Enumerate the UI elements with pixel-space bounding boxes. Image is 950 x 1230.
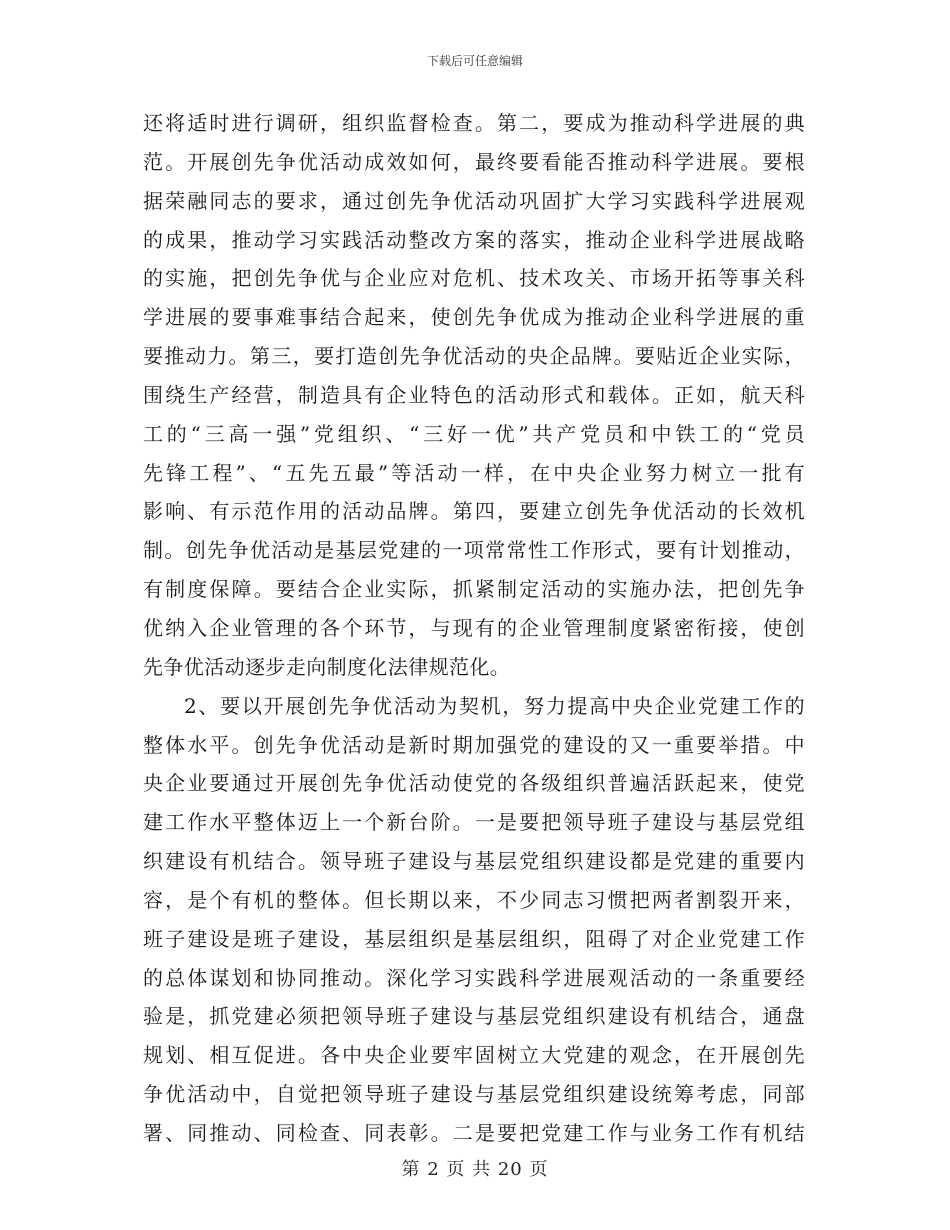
body-line: 先争优活动逐步走向制度化法律规范化。 — [143, 654, 511, 679]
body-line: 验是，抓党建必须把领导班子建设与基层党组织建设有机结合，通盘 — [143, 1004, 805, 1029]
body-line: 规划、相互促进。各中央企业要牢固树立大党建的观念，在开展创先 — [143, 1043, 805, 1068]
body-line: 整体水平。创先争优活动是新时期加强党的建设的又一重要举措。中 — [143, 732, 805, 757]
body-line: 学进展的要事难事结合起来，使创先争优成为推动企业科学进展的重 — [143, 305, 805, 330]
body-line: 有制度保障。要结合企业实际，抓紧制定活动的实施办法，把创先争 — [143, 577, 805, 602]
page-number-footer: 第 2 页 共 20 页 — [401, 1159, 549, 1180]
body-line: 署、同推动、同检查、同表彰。二是要把党建工作与业务工作有机结 — [143, 1120, 805, 1145]
document-body — [143, 104, 805, 1153]
body-line: 的实施，把创先争优与企业应对危机、技术攻关、市场开拓等事关科 — [143, 266, 805, 291]
body-line: 的成果，推动学习实践活动整改方案的落实，推动企业科学进展战略 — [143, 227, 805, 252]
body-line: 的总体谋划和协同推动。深化学习实践科学进展观活动的一条重要经 — [143, 965, 805, 990]
body-line: 工的“三高一强”党组织、“三好一优”共产党员和中铁工的“党员 — [143, 421, 805, 446]
body-line: 影响、有示范作用的活动品牌。第四，要建立创先争优活动的长效机 — [143, 499, 805, 524]
body-line: 先锋工程”、“五先五最”等活动一样，在中央企业努力树立一批有 — [143, 460, 805, 485]
body-line: 2、要以开展创先争优活动为契机，努力提高中央企业党建工作的 — [184, 693, 805, 718]
body-line: 建工作水平整体迈上一个新台阶。一是要把领导班子建设与基层党组 — [143, 810, 805, 835]
page-header: 下载后可任意编辑 — [426, 54, 523, 68]
body-line: 织建设有机结合。领导班子建设与基层党组织建设都是党建的重要内 — [143, 849, 805, 874]
body-line: 制。创先争优活动是基层党建的一项常常性工作形式，要有计划推动， — [143, 538, 805, 563]
body-line: 范。开展创先争优活动成效如何，最终要看能否推动科学进展。要根 — [143, 149, 805, 174]
body-line: 围绕生产经营，制造具有企业特色的活动形式和载体。正如，航天科 — [143, 382, 805, 407]
body-line: 央企业要通过开展创先争优活动使党的各级组织普遍活跃起来，使党 — [143, 771, 805, 796]
body-line: 优纳入企业管理的各个环节，与现有的企业管理制度紧密衔接，使创 — [143, 615, 805, 640]
body-line: 班子建设是班子建设，基层组织是基层组织，阻碍了对企业党建工作 — [143, 926, 805, 951]
body-line: 争优活动中，自觉把领导班子建设与基层党组织建设统筹考虑，同部 — [143, 1082, 805, 1107]
body-line: 据荣融同志的要求，通过创先争优活动巩固扩大学习实践科学进展观 — [143, 188, 805, 213]
body-line: 容，是个有机的整体。但长期以来，不少同志习惯把两者割裂开来， — [143, 887, 805, 912]
body-line: 要推动力。第三，要打造创先争优活动的央企品牌。要贴近企业实际， — [143, 344, 805, 369]
body-line: 还将适时进行调研，组织监督检查。第二，要成为推动科学进展的典 — [143, 111, 805, 135]
